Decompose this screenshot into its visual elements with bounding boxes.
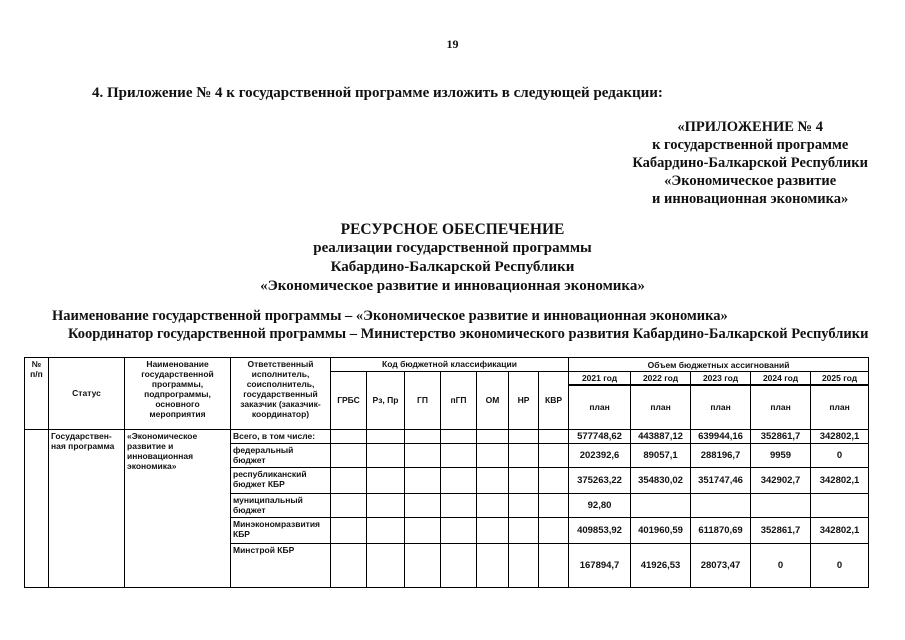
cell-value: 202392,6 bbox=[569, 443, 631, 467]
table-row bbox=[25, 429, 869, 443]
header-name: Наименование государственной программы, подпрограммы, основного мероприятия bbox=[125, 358, 231, 430]
cell-value: 167894,7 bbox=[569, 543, 631, 587]
header-plan: план bbox=[691, 385, 751, 429]
cell-value: 443887,12 bbox=[631, 429, 691, 443]
cell-value: 639944,16 bbox=[691, 429, 751, 443]
header-budget-code: Код бюджетной классификации bbox=[331, 358, 569, 372]
cell-program-name: «Экономическое развитие и инновационная экономика» bbox=[125, 429, 231, 587]
cell-value: 352861,7 bbox=[751, 429, 811, 443]
header-nr: НР bbox=[509, 372, 539, 430]
title-line-3: Кабардино-Балкарской Республики bbox=[330, 259, 575, 275]
cell-value: 28073,47 bbox=[691, 543, 751, 587]
cell-value: 409853,92 bbox=[569, 517, 631, 543]
cell-value: 89057,1 bbox=[631, 443, 691, 467]
cell-status: Государствен-ная программа bbox=[49, 429, 125, 587]
cell-value: 354830,02 bbox=[631, 467, 691, 493]
document-title bbox=[0, 220, 905, 296]
cell-value: 0 bbox=[811, 443, 869, 467]
cell-value: 92,80 bbox=[569, 493, 631, 517]
title-line-4: «Экономическое развитие и инновационная экономика» bbox=[260, 278, 645, 294]
header-plan: план bbox=[631, 385, 691, 429]
cell-value: 352861,7 bbox=[751, 517, 811, 543]
header-pgp: пГП bbox=[441, 372, 477, 430]
header-plan: план bbox=[751, 385, 811, 429]
appendix-line-2: к государственной программе bbox=[652, 137, 849, 153]
appendix-line-1: «ПРИЛОЖЕНИЕ № 4 bbox=[677, 119, 824, 135]
header-year: 2022 год bbox=[631, 372, 691, 386]
cell-value: 375263,22 bbox=[569, 467, 631, 493]
cell-executor: Минстрой КБР bbox=[231, 543, 331, 587]
cell-value: 342802,1 bbox=[811, 467, 869, 493]
appendix-heading bbox=[632, 118, 868, 208]
cell-executor: Минэкономразвития КБР bbox=[231, 517, 331, 543]
cell-value bbox=[751, 493, 811, 517]
cell-executor: Всего, в том числе: bbox=[231, 429, 331, 443]
cell-value bbox=[631, 493, 691, 517]
title-line-2: реализации государственной программы bbox=[313, 240, 592, 256]
header-om: ОМ bbox=[477, 372, 509, 430]
cell-value: 342902,7 bbox=[751, 467, 811, 493]
appendix-line-3: Кабардино-Балкарской Республики bbox=[632, 155, 868, 171]
cell-value: 41926,53 bbox=[631, 543, 691, 587]
cell-executor: республиканский бюджет КБР bbox=[231, 467, 331, 493]
cell-value: 288196,7 bbox=[691, 443, 751, 467]
header-rz-pr: Рз, Пр bbox=[367, 372, 405, 430]
appendix-line-4: «Экономическое развитие bbox=[664, 173, 837, 189]
cell-value: 342802,1 bbox=[811, 517, 869, 543]
header-status: Статус bbox=[49, 358, 125, 430]
cell-value: 0 bbox=[751, 543, 811, 587]
instruction-text: 4. Приложение № 4 к государственной программе изложить в следующей редакции: bbox=[92, 85, 663, 101]
cell-value: 0 bbox=[811, 543, 869, 587]
cell-num bbox=[25, 429, 49, 587]
cell-value: 351747,46 bbox=[691, 467, 751, 493]
header-year: 2023 год bbox=[691, 372, 751, 386]
page-number: 19 bbox=[446, 37, 459, 51]
cell-value: 401960,59 bbox=[631, 517, 691, 543]
cell-value: 577748,62 bbox=[569, 429, 631, 443]
cell-value bbox=[691, 493, 751, 517]
cell-executor: федеральный бюджет bbox=[231, 443, 331, 467]
header-year: 2021 год bbox=[569, 372, 631, 386]
cell-value: 342802,1 bbox=[811, 429, 869, 443]
header-kvr: КВР bbox=[539, 372, 569, 430]
header-plan: план bbox=[569, 385, 631, 429]
header-year: 2024 год bbox=[751, 372, 811, 386]
program-coordinator: Координатор государственной программы – Министерство экономического развития Кабардино-Балкарской Республики bbox=[68, 326, 869, 342]
program-name: Наименование государственной программы – «Экономическое развитие и инновационная экономика» bbox=[52, 308, 728, 324]
header-executor: Ответственный исполнитель, соисполнитель, государственный заказчик (заказчик-координатор) bbox=[231, 358, 331, 430]
cell-value: 611870,69 bbox=[691, 517, 751, 543]
header-plan: план bbox=[811, 385, 869, 429]
header-allocations: Объем бюджетных ассигнований bbox=[569, 358, 869, 372]
header-gp: ГП bbox=[405, 372, 441, 430]
header-year: 2025 год bbox=[811, 372, 869, 386]
appendix-line-5: и инновационная экономика» bbox=[652, 191, 849, 207]
cell-value bbox=[811, 493, 869, 517]
cell-value: 9959 bbox=[751, 443, 811, 467]
resource-table bbox=[24, 357, 869, 588]
title-line-1: РЕСУРСНОЕ ОБЕСПЕЧЕНИЕ bbox=[340, 221, 565, 238]
header-grbs: ГРБС bbox=[331, 372, 367, 430]
cell-executor: муниципальный бюджет bbox=[231, 493, 331, 517]
header-num: № п/п bbox=[25, 358, 49, 430]
